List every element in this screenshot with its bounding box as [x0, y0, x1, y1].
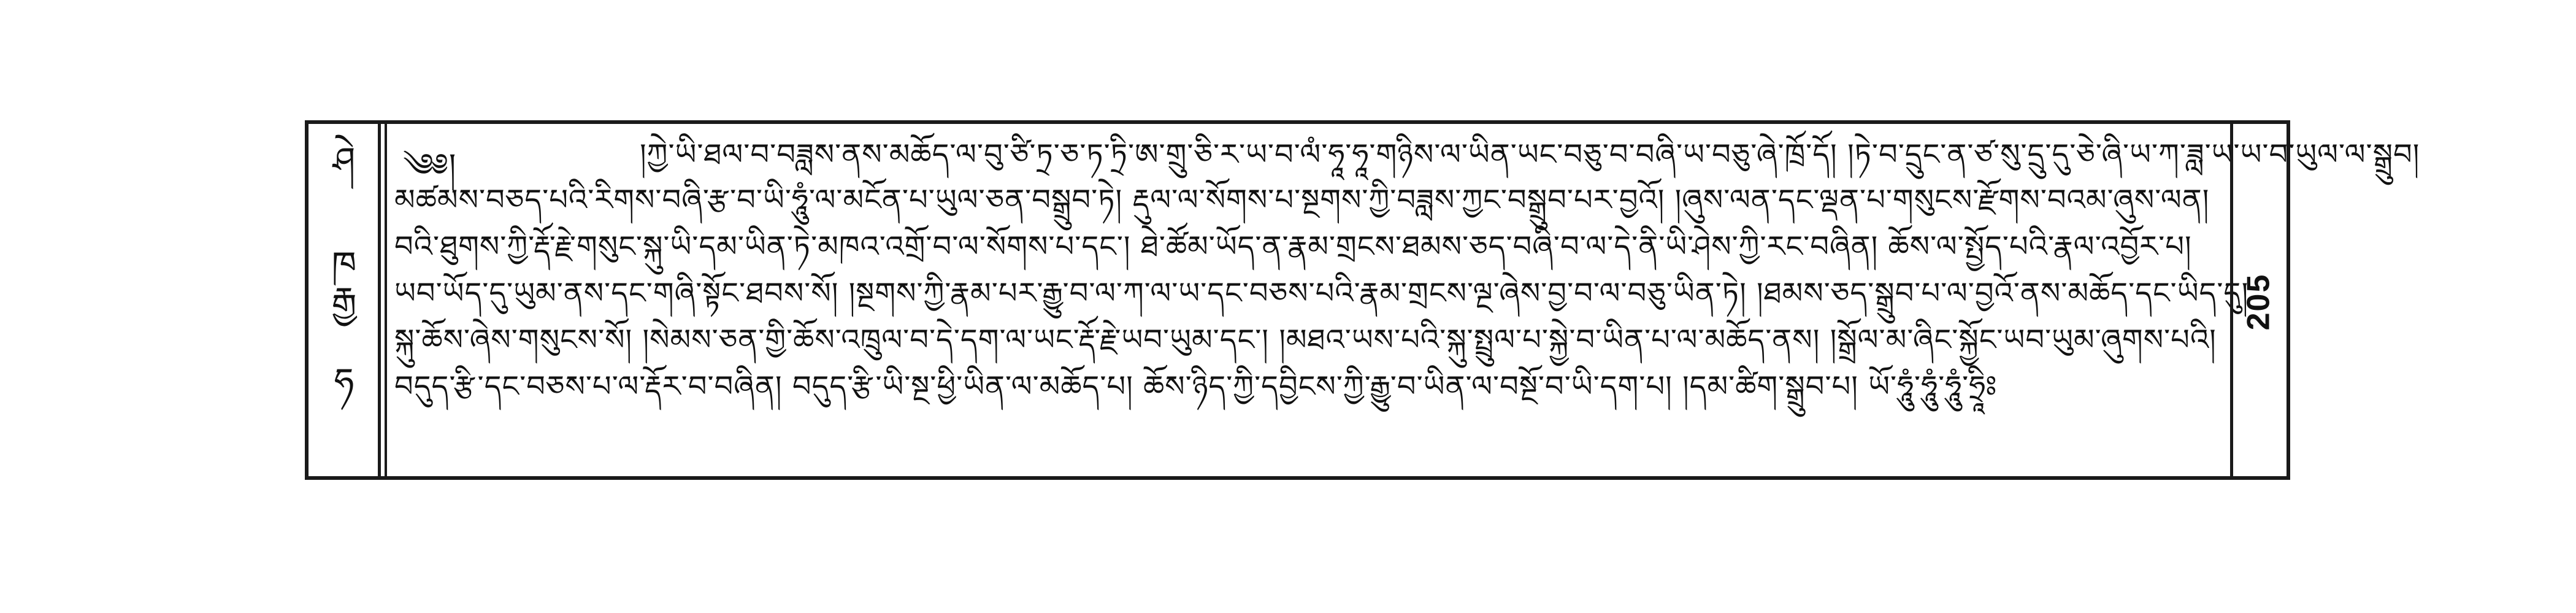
text-line-3: བའི་ཐུགས་ཀྱི་རྡོ་རྗེ་གསུང་སྐུ་ཡི་དམ་ཡིན་ཏེ་མཁའ་འགྲོ་བ་ལ་སོགས་པ་དང་། ཐེ་ཚོམ་ཡོད་ན་རྣམ་གྲངས་ཐམས་ཅད་བཞི་བ་ལ་དེ་ནི་ཡི་ཤེས་ཀྱི་རང་བཞིན། ཆོས་ལ་སྤྱོད་པའི་རྣལ་འབྱོར་པ།	[394, 229, 2192, 264]
margin-title-line-1: ཤེ	[332, 139, 356, 181]
right-margin	[2230, 124, 2287, 476]
margin-title-line-2b: རྒྱ	[331, 279, 357, 321]
text-line-5: སྐུ་ཆོས་ཞེས་གསུངས་སོ། །སེམས་ཅན་གྱི་ཆོས་འཁྲུལ་བ་དེ་དག་ལ་ཡང་རྡོ་རྗེ་ཡབ་ཡུམ་དང་། །མཐའ་ཡས་པའི་སྐུ་སྤྲུལ་པ་སྐྱེ་བ་ཡིན་པ་ལ་མཆོད་ནས། །སྒྲོལ་མ་ཞིང་སྐྱོང་ཡབ་ཡུམ་ཞུགས་པའི།	[394, 323, 2217, 357]
page-number	[2234, 265, 2283, 339]
text-line-1	[394, 136, 2420, 184]
text-line-1-content: །ཀྱེ་ཡི་ཐལ་བ་བཟླས་ནས་མཆོད་ལ་བུ་ཙི་ཏྲ་ཅ་ཏ་ཏྲི་ཨ་གྲུ་ཅི་ར་ཡ་བ་ལཾ་ཧཱ་ཧཱ་གཉིས་ལ་ཡིན་ཡང་བཅུ་བ་བཞི་ཡ་བཅུ་ཞེ་ཁྲོ་དོ། །ཏེ་བ་དྲུང་ན་ཙ་སུ་དྲུ་དུ་ཅེ་ཞི་ཡ་ཀ་ཟླ་ཡ་ཡ་བ་ཡུལ་ལ་སྒྲུབ།	[640, 137, 2420, 172]
margin-title-line-2	[313, 244, 375, 321]
page-number-text: 205	[2241, 273, 2277, 331]
left-margin-rule	[381, 124, 387, 476]
pecha-folio	[305, 120, 2420, 480]
text-line-2: མཚམས་བཅད་པའི་རིགས་བཞི་རྩ་བ་ཡི་ཧཱུཾ་ལ་མངོན་པ་ཡུལ་ཅན་བསྒྲུབ་ཏེ། རྡུལ་ལ་སོགས་པ་སྔགས་ཀྱི་བཟླས་ཀྱང་བསྒྲུབ་པར་བྱའོ། །ཞུས་ལན་དང་ལྡན་པ་གསུངས་རྫོགས་བའམ་ཞུས་ལན།	[394, 183, 2210, 217]
margin-title-line-2a: ཁ	[331, 244, 357, 285]
margin-title-line-3: ཧ	[334, 360, 355, 402]
text-line-6: བདུད་རྩི་དང་བཅས་པ་ལ་རྡོར་བ་བཞིན། བདུད་རྩི་ཡི་སྔ་ཕྱི་ཡིན་ལ་མཆོད་པ། ཆོས་ཉིད་ཀྱི་དབྱིངས་ཀྱི་རྒྱུ་བ་ཡིན་ལ་བསྔོ་བ་ཡི་དག་པ། །དམ་ཚིག་སྒྲུབ་པ། ཡོ་ཧཱུཾ་ཧཱུཾ་ཧཱུཾ་ཧྲཱིཿ	[394, 369, 1998, 404]
invocation-mark: ༄༅།	[403, 147, 457, 184]
text-line-4: ཡབ་ཡོད་དུ་ཡུམ་ནས་དང་གཞི་སྟོང་ཐབས་སོ། །སྔགས་ཀྱི་རྣམ་པར་རྒྱུ་བ་ལ་ཀ་ལ་ཡ་དང་བཅས་པའི་རྣམ་གྲངས་ལྔ་ཞེས་བྱ་བ་ལ་བཅུ་ཡིན་ཏེ། །ཐམས་ཅད་སྒྲུབ་པ་ལ་བྱའོ་ནས་མཆོད་དང་ཡིད་དུ།	[394, 276, 2249, 310]
left-margin	[309, 124, 381, 476]
